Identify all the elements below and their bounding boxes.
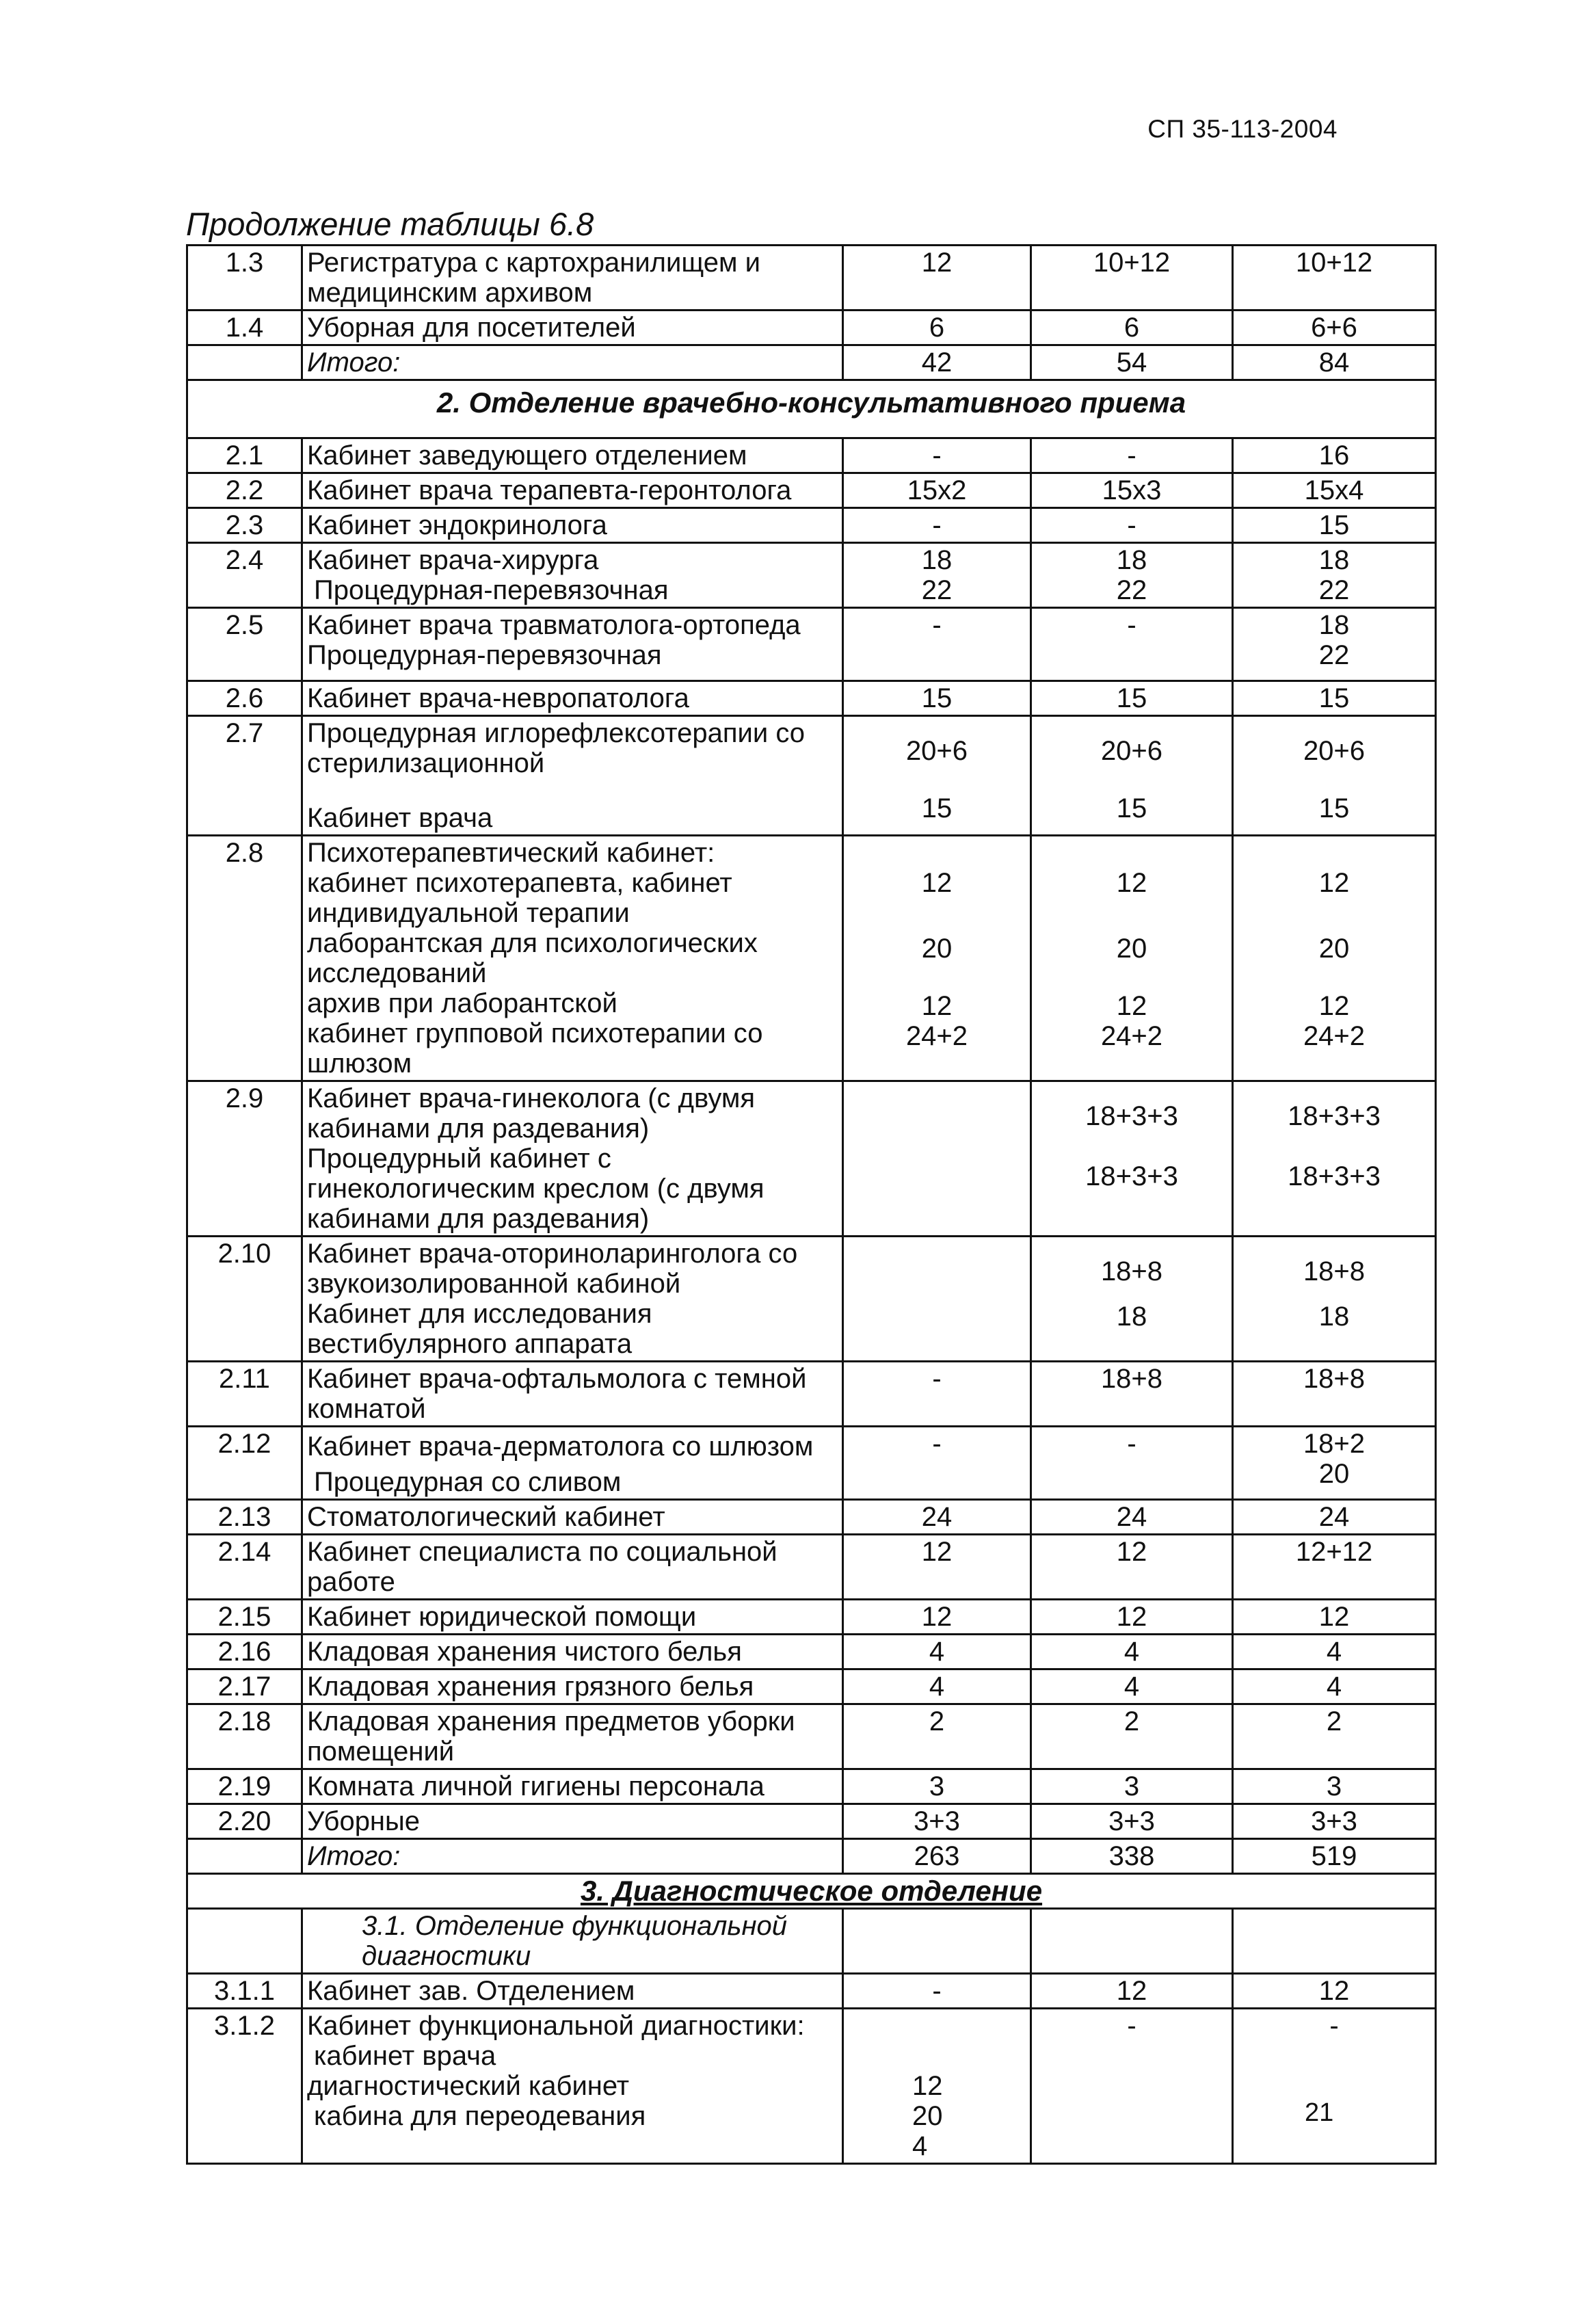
subtotal-col-1: 263 xyxy=(843,1839,1031,1874)
value-line: 18+3+3 xyxy=(1288,1101,1381,1131)
value-line: 18 xyxy=(1318,545,1350,575)
value-col-1 xyxy=(843,716,1031,836)
room-name-line: кабинет групповой психотерапии со шлюзом xyxy=(307,1018,763,1079)
value-col-1: - xyxy=(843,438,1031,473)
row-number: 2.9 xyxy=(187,1081,302,1237)
value-col-1 xyxy=(843,543,1031,608)
value-col-2 xyxy=(1031,716,1233,836)
room-name-line: Кабинет функциональной диагностики: xyxy=(307,2011,805,2041)
value-col-2: - xyxy=(1031,508,1233,543)
value-col-3: 6+6 xyxy=(1233,311,1436,345)
value-col-3: 12 xyxy=(1233,1974,1436,2009)
value-line: 18 xyxy=(1116,1302,1147,1332)
room-name-line: Процедурный кабинет с гинекологическим креслом (с двумя кабинами для раздевания) xyxy=(307,1144,764,1234)
empty-cell xyxy=(843,1909,1031,1974)
row-number: 2.1 xyxy=(187,438,302,473)
value-col-1 xyxy=(843,2009,1031,2164)
room-name: Регистратура с картохранилищем и медицинским архивом xyxy=(302,246,843,311)
table-row xyxy=(187,1535,1436,1600)
value-line: 18+8 xyxy=(1100,1256,1163,1286)
value-col-3: 18+8 xyxy=(1233,1362,1436,1427)
table-row xyxy=(187,2009,1436,2164)
value-col-1 xyxy=(843,1081,1031,1237)
room-name-line: Процедурная-перевязочная xyxy=(307,640,662,670)
value-line: 12 xyxy=(921,991,953,1021)
value-col-2: 12 xyxy=(1031,1600,1233,1635)
section-title: 2. Отделение врачебно-консультативного приема xyxy=(187,380,1436,438)
table-row xyxy=(187,1635,1436,1669)
empty-cell xyxy=(1233,1909,1436,1974)
table-row xyxy=(187,1600,1436,1635)
value-col-2: 15х3 xyxy=(1031,473,1233,508)
value-col-3: 12+12 xyxy=(1233,1535,1436,1600)
value-line: 12 xyxy=(1116,868,1147,898)
room-name-line: Кабинет врача-гинеколога (с двумя кабинами для раздевания) xyxy=(307,1083,756,1144)
empty-cell xyxy=(1031,1909,1233,1974)
table-row xyxy=(187,543,1436,608)
value-col-2 xyxy=(1031,1237,1233,1362)
value-line: 20 xyxy=(1318,934,1350,964)
value-col-3 xyxy=(1233,608,1436,681)
room-name-line: архив при лаборантской xyxy=(307,988,617,1018)
subtotal-row xyxy=(187,345,1436,380)
value-col-2: 12 xyxy=(1031,1535,1233,1600)
value-col-2: 10+12 xyxy=(1031,246,1233,311)
value-line: 15 xyxy=(921,793,953,823)
room-name: Кабинет заведующего отделением xyxy=(302,438,843,473)
subsection-row xyxy=(187,1909,1436,1974)
value-col-1: 3 xyxy=(843,1769,1031,1804)
value-line: 20+6 xyxy=(1303,736,1366,766)
value-col-3: 12 xyxy=(1233,1600,1436,1635)
page-number: 21 xyxy=(1305,2098,1334,2127)
empty-cell xyxy=(187,345,302,380)
room-name: Кладовая хранения чистого белья xyxy=(302,1635,843,1669)
value-col-1: - xyxy=(843,1427,1031,1500)
document-code: СП 35-113-2004 xyxy=(1147,115,1338,143)
room-name: Уборные xyxy=(302,1804,843,1839)
section-header-row xyxy=(187,1874,1436,1909)
value-line: 18 xyxy=(1318,610,1350,640)
value-line: 12 xyxy=(1318,868,1350,898)
value-col-1: 12 xyxy=(843,1600,1031,1635)
subsection-title-text: 3.1. Отделение функциональной диагностики xyxy=(362,1911,787,1971)
room-name-line: лаборантская для психологических исследований xyxy=(307,928,758,988)
table-row xyxy=(187,473,1436,508)
room-name-line: Кабинет врача xyxy=(307,803,493,833)
value-col-3 xyxy=(1233,836,1436,1081)
subtotal-row xyxy=(187,1839,1436,1874)
value-col-3 xyxy=(1233,1427,1436,1500)
value-col-2: 15 xyxy=(1031,681,1233,716)
subtotal-col-3: 519 xyxy=(1233,1839,1436,1874)
room-name: Кабинет юридической помощи xyxy=(302,1600,843,1635)
value-col-3: - xyxy=(1233,2009,1436,2164)
room-name xyxy=(302,1427,843,1500)
value-col-3: 16 xyxy=(1233,438,1436,473)
room-name: Кабинет зав. Отделением xyxy=(302,1974,843,2009)
value-col-2 xyxy=(1031,836,1233,1081)
value-col-1: 12 xyxy=(843,246,1031,311)
value-line: 12 xyxy=(912,2071,943,2101)
value-col-3 xyxy=(1233,716,1436,836)
room-name xyxy=(302,2009,843,2164)
room-name-line: Кабинет врача-дерматолога со шлюзом xyxy=(307,1431,814,1462)
value-col-3: 4 xyxy=(1233,1669,1436,1704)
room-name-line: Процедурная со сливом xyxy=(314,1467,622,1497)
row-number: 2.4 xyxy=(187,543,302,608)
row-number: 2.6 xyxy=(187,681,302,716)
value-line: 18+3+3 xyxy=(1085,1161,1178,1191)
value-line: 20+6 xyxy=(1100,736,1163,766)
value-col-1: 12 xyxy=(843,1535,1031,1600)
room-name: Кабинет эндокринолога xyxy=(302,508,843,543)
value-line: 12 xyxy=(921,868,953,898)
value-col-3: 10+12 xyxy=(1233,246,1436,311)
table-row xyxy=(187,681,1436,716)
value-line: 24+2 xyxy=(905,1021,968,1051)
value-line: 12 xyxy=(1318,991,1350,1021)
value-line: 18+8 xyxy=(1303,1256,1366,1286)
room-name-line: Кабинет для исследования вестибулярного аппарата xyxy=(307,1299,652,1359)
subtotal-label: Итого: xyxy=(302,1839,843,1874)
value-col-3: 3 xyxy=(1233,1769,1436,1804)
value-col-1: - xyxy=(843,1974,1031,2009)
table-row xyxy=(187,836,1436,1081)
room-name: Комната личной гигиены персонала xyxy=(302,1769,843,1804)
value-line: 18+2 xyxy=(1303,1429,1366,1459)
table-row xyxy=(187,438,1436,473)
table-row xyxy=(187,508,1436,543)
value-line: 18 xyxy=(921,545,953,575)
room-name: Кабинет специалиста по социальной работе xyxy=(302,1535,843,1600)
value-line: 4 xyxy=(912,2131,928,2161)
value-line: 18 xyxy=(1116,545,1147,575)
table-row xyxy=(187,1769,1436,1804)
value-col-2: 2 xyxy=(1031,1704,1233,1769)
value-line: 15 xyxy=(1318,793,1350,823)
table-row xyxy=(187,311,1436,345)
value-col-2: 3+3 xyxy=(1031,1804,1233,1839)
room-name-line: Кабинет врача-хирурга xyxy=(307,545,599,575)
value-col-3: 3+3 xyxy=(1233,1804,1436,1839)
table-row xyxy=(187,1362,1436,1427)
row-number: 2.2 xyxy=(187,473,302,508)
subtotal-col-2: 338 xyxy=(1031,1839,1233,1874)
value-col-1: 15 xyxy=(843,681,1031,716)
value-col-3: 15 xyxy=(1233,508,1436,543)
value-col-2: 3 xyxy=(1031,1769,1233,1804)
value-col-1: 4 xyxy=(843,1669,1031,1704)
value-col-2: - xyxy=(1031,1427,1233,1500)
value-col-1 xyxy=(843,1237,1031,1362)
room-name: Кабинет врача-невропатолога xyxy=(302,681,843,716)
table-row xyxy=(187,608,1436,681)
row-number: 2.16 xyxy=(187,1635,302,1669)
value-col-1: 24 xyxy=(843,1500,1031,1535)
value-line: 24+2 xyxy=(1303,1021,1366,1051)
subtotal-col-1: 42 xyxy=(843,345,1031,380)
value-line: 20+6 xyxy=(905,736,968,766)
value-col-3 xyxy=(1233,1237,1436,1362)
value-col-2: 6 xyxy=(1031,311,1233,345)
row-number: 2.3 xyxy=(187,508,302,543)
table-row xyxy=(187,1081,1436,1237)
room-name-line: Кабинет врача-оториноларинголога со звукоизолированной кабиной xyxy=(307,1239,798,1299)
value-line: 12 xyxy=(1116,991,1147,1021)
value-line: 22 xyxy=(1318,575,1350,605)
section-header-row xyxy=(187,380,1436,438)
value-line: 20 xyxy=(1318,1459,1350,1489)
table-row xyxy=(187,1804,1436,1839)
value-line: 20 xyxy=(1116,934,1147,964)
table-row xyxy=(187,246,1436,311)
room-name xyxy=(302,716,843,836)
room-name-line: Процедурная иглорефлексотерапии со стерилизационной xyxy=(307,718,806,778)
row-number: 2.10 xyxy=(187,1237,302,1362)
value-col-3: 24 xyxy=(1233,1500,1436,1535)
row-number: 2.17 xyxy=(187,1669,302,1704)
subtotal-col-3: 84 xyxy=(1233,345,1436,380)
empty-cell xyxy=(187,1909,302,1974)
value-col-2: - xyxy=(1031,438,1233,473)
subtotal-col-2: 54 xyxy=(1031,345,1233,380)
room-name: Кабинет врача терапевта-геронтолога xyxy=(302,473,843,508)
room-name xyxy=(302,1237,843,1362)
subtotal-label: Итого: xyxy=(302,345,843,380)
value-col-1: 6 xyxy=(843,311,1031,345)
subsection-title xyxy=(302,1909,843,1974)
row-number: 2.18 xyxy=(187,1704,302,1769)
empty-cell xyxy=(187,1839,302,1874)
value-col-2: - xyxy=(1031,608,1233,681)
room-area-table xyxy=(186,244,1437,2165)
room-name-line: кабинет психотерапевта, кабинет индивидуальной терапии xyxy=(307,868,732,928)
row-number: 1.3 xyxy=(187,246,302,311)
room-name: Уборная для посетителей xyxy=(302,311,843,345)
value-col-3: 15х4 xyxy=(1233,473,1436,508)
room-name: Стоматологический кабинет xyxy=(302,1500,843,1535)
row-number: 2.19 xyxy=(187,1769,302,1804)
row-number: 3.1.1 xyxy=(187,1974,302,2009)
row-number: 2.13 xyxy=(187,1500,302,1535)
table-row xyxy=(187,1237,1436,1362)
value-col-1: 15х2 xyxy=(843,473,1031,508)
value-col-1: 2 xyxy=(843,1704,1031,1769)
value-line: 15 xyxy=(1116,793,1147,823)
row-number: 2.7 xyxy=(187,716,302,836)
table-row xyxy=(187,1974,1436,2009)
table-row xyxy=(187,1500,1436,1535)
value-col-2: 18+8 xyxy=(1031,1362,1233,1427)
room-name-line: диагностический кабинет xyxy=(307,2071,630,2101)
value-line: 22 xyxy=(921,575,953,605)
value-col-2 xyxy=(1031,543,1233,608)
value-col-2: 12 xyxy=(1031,1974,1233,2009)
room-name-line: кабинет врача xyxy=(314,2041,496,2071)
value-line: 22 xyxy=(1116,575,1147,605)
room-name: Кабинет врача-офтальмолога с темной комнатой xyxy=(302,1362,843,1427)
table-row xyxy=(187,1669,1436,1704)
row-number: 2.20 xyxy=(187,1804,302,1839)
table-row xyxy=(187,1704,1436,1769)
value-col-1: 3+3 xyxy=(843,1804,1031,1839)
row-number: 2.12 xyxy=(187,1427,302,1500)
room-name-line: Психотерапевтический кабинет: xyxy=(307,838,715,868)
room-name-line: Кабинет врача травматолога-ортопеда xyxy=(307,610,801,640)
value-col-2: 4 xyxy=(1031,1669,1233,1704)
row-number: 3.1.2 xyxy=(187,2009,302,2164)
row-number: 2.15 xyxy=(187,1600,302,1635)
value-col-2 xyxy=(1031,1081,1233,1237)
value-line: 18+3+3 xyxy=(1085,1101,1178,1131)
table-caption: Продолжение таблицы 6.8 xyxy=(186,206,594,242)
room-name xyxy=(302,543,843,608)
value-line: 18+3+3 xyxy=(1288,1161,1381,1191)
value-col-1: 4 xyxy=(843,1635,1031,1669)
value-line: 18 xyxy=(1318,1302,1350,1332)
value-line: 20 xyxy=(912,2101,943,2131)
value-col-3: 4 xyxy=(1233,1635,1436,1669)
room-name xyxy=(302,1081,843,1237)
row-number: 2.11 xyxy=(187,1362,302,1427)
value-col-3 xyxy=(1233,1081,1436,1237)
room-name: Кладовая хранения предметов уборки помещений xyxy=(302,1704,843,1769)
value-line: 24+2 xyxy=(1100,1021,1163,1051)
value-line: 22 xyxy=(1318,640,1350,670)
room-name xyxy=(302,836,843,1081)
value-col-3 xyxy=(1233,543,1436,608)
value-col-2: 24 xyxy=(1031,1500,1233,1535)
row-number: 1.4 xyxy=(187,311,302,345)
room-name-line: кабина для переодевания xyxy=(314,2101,646,2131)
value-col-1: - xyxy=(843,608,1031,681)
table-row xyxy=(187,1427,1436,1500)
section-title: 3. Диагностическое отделение xyxy=(187,1874,1436,1909)
value-col-2: - xyxy=(1031,2009,1233,2164)
room-name-line: Процедурная-перевязочная xyxy=(314,575,669,605)
value-col-1: - xyxy=(843,508,1031,543)
value-col-3: 2 xyxy=(1233,1704,1436,1769)
room-name: Кладовая хранения грязного белья xyxy=(302,1669,843,1704)
value-col-2: 4 xyxy=(1031,1635,1233,1669)
value-line: 20 xyxy=(921,934,953,964)
row-number: 2.14 xyxy=(187,1535,302,1600)
room-name xyxy=(302,608,843,681)
value-col-3: 15 xyxy=(1233,681,1436,716)
value-col-1: - xyxy=(843,1362,1031,1427)
row-number: 2.5 xyxy=(187,608,302,681)
value-col-1 xyxy=(843,836,1031,1081)
row-number: 2.8 xyxy=(187,836,302,1081)
table-row xyxy=(187,716,1436,836)
